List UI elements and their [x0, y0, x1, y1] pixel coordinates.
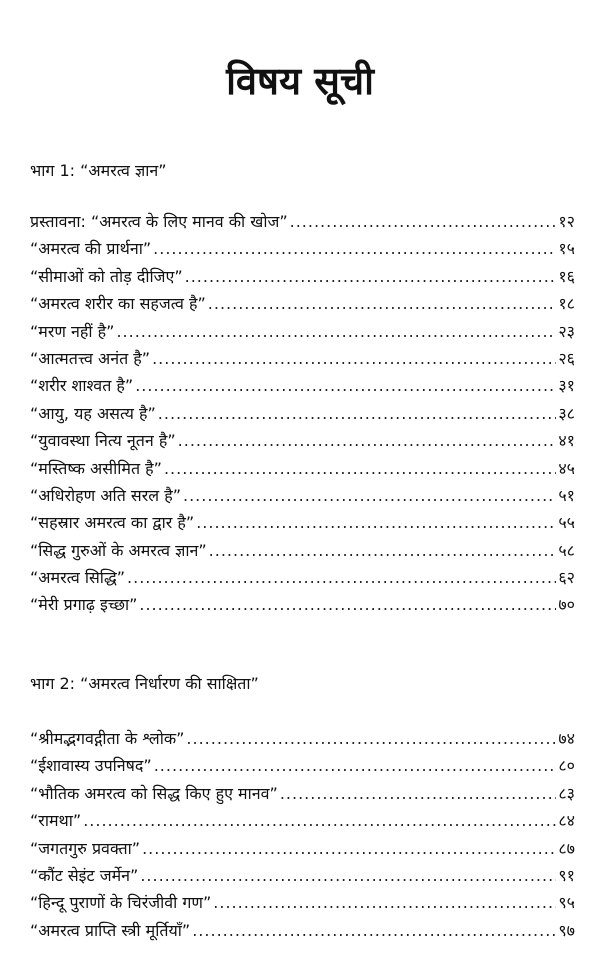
- toc-entry[interactable]: [30, 889, 575, 916]
- toc-entry-title: “सहस्रार अमरत्व का द्वार है”: [30, 513, 195, 533]
- toc-entry-title: “आत्मतत्त्व अनंत है”: [30, 348, 151, 368]
- toc-entry[interactable]: [30, 807, 575, 834]
- toc-entry-title: “श्रीमद्भगवद्गीता के श्लोक”: [30, 729, 185, 748]
- toc-entry-title: प्रस्तावना: “अमरत्व के लिए मानव की खोज”: [30, 212, 288, 231]
- toc-entry-page-number: ८३: [558, 783, 575, 803]
- toc-entry[interactable]: [30, 455, 575, 482]
- toc-entry-title: “कौंट सेइंट जर्मेन”: [30, 865, 139, 885]
- toc-entry[interactable]: [30, 725, 575, 752]
- toc-entry[interactable]: [30, 427, 575, 454]
- toc-entry[interactable]: [30, 290, 575, 317]
- dot-leader: [196, 509, 556, 536]
- toc-entry-title: “आयु, यह असत्य है”: [30, 403, 156, 423]
- toc-entry[interactable]: [30, 564, 575, 591]
- toc-entry[interactable]: [30, 780, 575, 807]
- toc-entry-title: “अमरत्व सिद्धि”: [30, 568, 126, 588]
- toc-entry-title: “रामथा”: [30, 811, 82, 831]
- part-2-heading: भाग 2: “अमरत्व निर्धारण की साक्षिता”: [30, 674, 259, 693]
- toc-entry[interactable]: [30, 482, 575, 509]
- dot-leader: [142, 835, 556, 862]
- dot-leader: [280, 780, 557, 807]
- dot-leader: [158, 400, 557, 427]
- toc-entry-page-number: २३: [558, 321, 575, 341]
- toc-entry-title: “ईशावास्य उपनिषद”: [30, 756, 152, 776]
- toc-entry-page-number: ९७: [558, 920, 575, 940]
- toc-entry[interactable]: [30, 263, 575, 290]
- toc-entry-page-number: ५५: [558, 513, 575, 533]
- dot-leader: [208, 290, 557, 317]
- toc-entry-page-number: ७०: [558, 595, 575, 615]
- toc-entry-page-number: ७४: [558, 729, 575, 748]
- toc-entry[interactable]: [30, 591, 575, 618]
- toc-entry-page-number: १५: [558, 239, 575, 259]
- dot-leader: [192, 917, 556, 944]
- toc-entry-page-number: ८०: [558, 756, 575, 776]
- toc-entry-title: “मेरी प्रगाढ़ इच्छा”: [30, 595, 138, 615]
- toc-entry-page-number: ८४: [558, 811, 575, 831]
- toc-entry[interactable]: [30, 917, 575, 944]
- toc-entry-title: “शरीर शाश्वत है”: [30, 376, 134, 396]
- dot-leader: [213, 889, 556, 916]
- toc-entry[interactable]: [30, 537, 575, 564]
- toc-entry-page-number: ५८: [558, 540, 575, 560]
- toc-entry[interactable]: [30, 752, 575, 779]
- dot-leader: [290, 208, 557, 235]
- dot-leader: [164, 455, 556, 482]
- toc-entry-page-number: ४५: [558, 458, 575, 478]
- toc-entry-title: “भौतिक अमरत्व को सिद्ध किए हुए मानव”: [30, 783, 278, 803]
- toc-entry-page-number: ९१: [558, 865, 575, 885]
- dot-leader: [83, 807, 556, 834]
- toc-entry-page-number: ६२: [558, 568, 575, 588]
- toc-entry-page-number: ८७: [558, 838, 575, 858]
- dot-leader: [127, 564, 556, 591]
- toc-entry-title: “अमरत्व शरीर का सहजत्व है”: [30, 294, 206, 314]
- toc-entry[interactable]: [30, 400, 575, 427]
- toc-entry-page-number: ५१: [558, 485, 575, 505]
- toc-entry-title: “अमरत्व प्राप्ति स्त्री मूर्तियाँ”: [30, 920, 191, 940]
- toc-entry-title: “अधिरोहण अति सरल है”: [30, 485, 181, 505]
- dot-leader: [135, 372, 556, 399]
- toc-entry[interactable]: [30, 372, 575, 399]
- dot-leader: [116, 318, 556, 345]
- dot-leader: [153, 235, 556, 262]
- dot-leader: [154, 752, 557, 779]
- part-2-toc-list: [30, 725, 575, 944]
- toc-entry-page-number: ४१: [558, 431, 575, 451]
- toc-entry[interactable]: [30, 318, 575, 345]
- toc-entry[interactable]: [30, 208, 575, 235]
- dot-leader: [185, 263, 557, 290]
- toc-entry-title: “जगतगुरु प्रवक्ता”: [30, 838, 141, 858]
- toc-entry-page-number: ३१: [558, 376, 575, 396]
- toc-entry-page-number: १८: [558, 294, 575, 314]
- toc-entry-page-number: ९५: [558, 893, 575, 913]
- dot-leader: [183, 482, 556, 509]
- dot-leader: [139, 591, 556, 618]
- dot-leader: [152, 345, 556, 372]
- page-title: विषय सूची: [226, 59, 374, 104]
- toc-entry-title: “सिद्ध गुरुओं के अमरत्व ज्ञान”: [30, 540, 207, 560]
- part-1-toc-list: [30, 208, 575, 619]
- toc-entry[interactable]: [30, 235, 575, 262]
- toc-entry[interactable]: [30, 862, 575, 889]
- dot-leader: [140, 862, 556, 889]
- toc-entry[interactable]: [30, 345, 575, 372]
- toc-entry-title: “हिन्दू पुराणों के चिरंजीवी गण”: [30, 893, 212, 913]
- toc-entry-title: “अमरत्व की प्रार्थना”: [30, 239, 152, 259]
- toc-entry-page-number: २६: [558, 348, 575, 368]
- toc-entry-title: “युवावस्था नित्य नूतन है”: [30, 431, 176, 451]
- dot-leader: [209, 537, 557, 564]
- toc-entry-title: “मस्तिष्क असीमित है”: [30, 458, 162, 478]
- toc-entry-page-number: १६: [558, 266, 575, 286]
- toc-entry[interactable]: [30, 835, 575, 862]
- toc-entry-page-number: १२: [558, 212, 575, 231]
- dot-leader: [186, 725, 556, 752]
- part-1-heading: भाग 1: “अमरत्व ज्ञान”: [30, 161, 167, 180]
- toc-entry-title: “मरण नहीं है”: [30, 321, 115, 341]
- toc-entry-page-number: ३८: [558, 403, 575, 423]
- dot-leader: [178, 427, 557, 454]
- toc-entry[interactable]: [30, 509, 575, 536]
- toc-entry-title: “सीमाओं को तोड़ दीजिए”: [30, 266, 183, 286]
